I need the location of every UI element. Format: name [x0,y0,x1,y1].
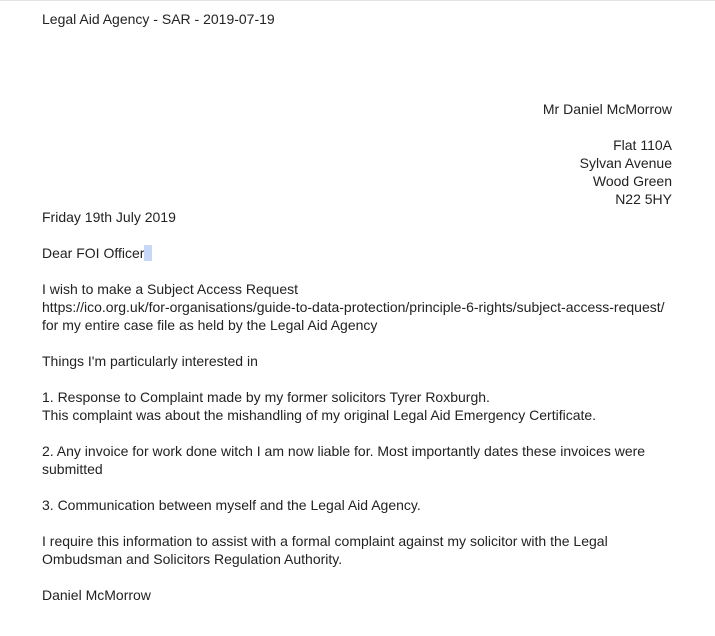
item-1-line-1: 1. Response to Complaint made by my former solicitors Tyrer Roxburgh. [42,389,490,405]
item-1-line-2: This complaint was about the mishandling of my original Legal Aid Emergency Certificate. [42,407,597,423]
document-title: Legal Aid Agency - SAR - 2019-07-19 [42,11,275,27]
request-link-text: https://ico.org.uk/for-organisations/guide-to-data-protection/principle-6-rights/subject-access-request/ for my entire case file as held by the Legal Aid Agency [42,299,665,333]
address-line: Sylvan Avenue [579,155,672,171]
address-line: Flat 110A [613,137,672,153]
letter-date: Friday 19th July 2019 [42,209,176,225]
signature: Daniel McMorrow [42,587,151,603]
address-line: N22 5HY [615,191,672,207]
top-border [0,0,715,1]
item-2: 2. Any invoice for work done witch I am now liable for. Most importantly dates these invoices were submitted [42,443,646,477]
sender-name: Mr Daniel McMorrow [542,101,672,117]
item-3: 3. Communication between myself and the Legal Aid Agency. [42,497,421,513]
letter-document [42,10,672,604]
address-line: Wood Green [592,173,672,189]
salutation: Dear FOI Officer [42,245,145,261]
purpose-paragraph: I require this information to assist with a formal complaint against my solicitor with the Legal Ombudsman and Solicitors Regulation Authority. [42,533,608,567]
text-cursor-selection [144,245,152,261]
salutation-line [42,244,672,262]
request-intro: I wish to make a Subject Access Request [42,281,299,297]
interest-intro: Things I'm particularly interested in [42,353,258,369]
